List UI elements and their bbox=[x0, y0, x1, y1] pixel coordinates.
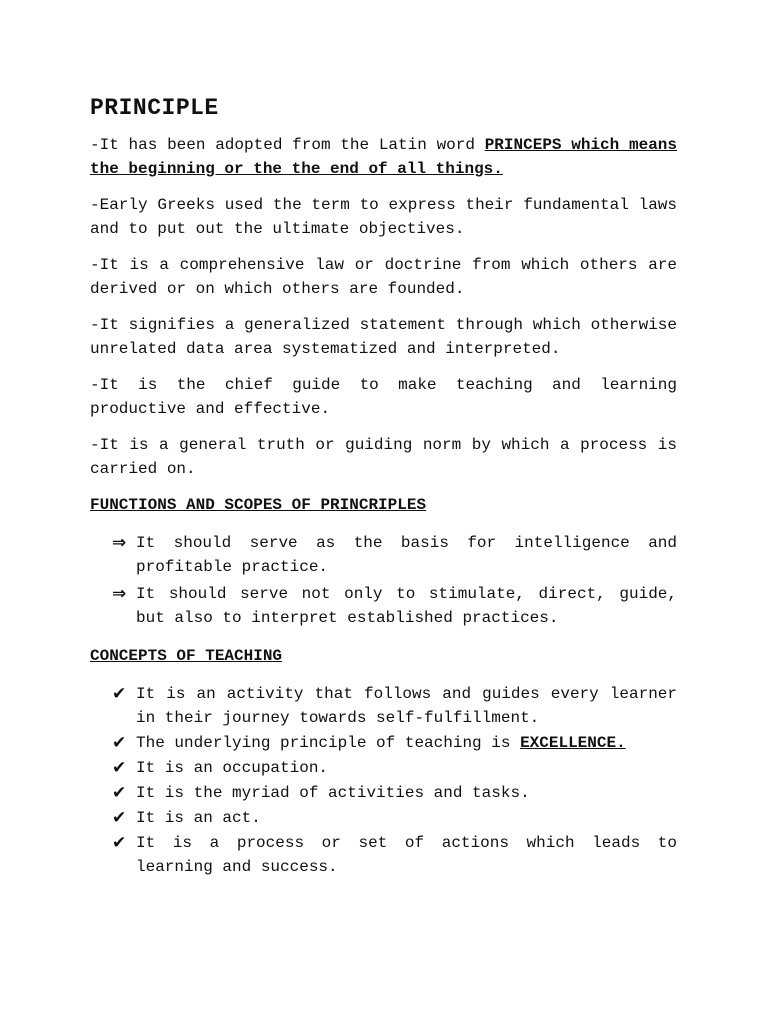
list-item-text: It is the myriad of activities and tasks. bbox=[136, 784, 530, 802]
list-item bbox=[90, 756, 677, 780]
list-item bbox=[90, 582, 677, 630]
list-item-text: It is an activity that follows and guides every learner in their journey towards self-fulfillment. bbox=[136, 685, 677, 727]
list-item-text: It is an occupation. bbox=[136, 759, 329, 777]
concepts-list bbox=[90, 682, 677, 879]
functions-heading: FUNCTIONS AND SCOPES OF PRINCRIPLES bbox=[90, 496, 427, 514]
checkmark-icon: ✔ bbox=[112, 833, 127, 853]
double-arrow-icon: ⇒ bbox=[112, 584, 127, 604]
definition-paragraph: -It signifies a generalized statement through which otherwise unrelated data area systematized and interpreted. bbox=[90, 316, 677, 358]
list-item-text: It is a process or set of actions which leads to learning and success. bbox=[136, 834, 677, 876]
list-item bbox=[90, 831, 677, 879]
functions-list bbox=[90, 531, 677, 630]
checkmark-icon: ✔ bbox=[112, 758, 127, 778]
list-item-text: It should serve not only to stimulate, direct, guide, but also to interpret established practices. bbox=[136, 585, 677, 627]
definition-paragraph: -It is a comprehensive law or doctrine from which others are derived or on which others are founded. bbox=[90, 256, 677, 298]
list-item bbox=[90, 682, 677, 730]
document-body bbox=[90, 93, 677, 880]
concepts-heading: CONCEPTS OF TEACHING bbox=[90, 647, 283, 665]
excellence-emphasis: EXCELLENCE. bbox=[520, 734, 626, 752]
double-arrow-icon: ⇒ bbox=[112, 533, 127, 553]
list-item-text: It should serve as the basis for intelligence and profitable practice. bbox=[136, 534, 677, 576]
list-item-text: It is an act. bbox=[136, 809, 261, 827]
definition-emphasis: PRINCEPS which means the beginning or the the end of all things. bbox=[90, 136, 677, 178]
checkmark-icon: ✔ bbox=[112, 808, 127, 828]
definition-text: -It has been adopted from the Latin word bbox=[90, 136, 485, 154]
list-item bbox=[90, 781, 677, 805]
definition-paragraph: -Early Greeks used the term to express their fundamental laws and to put out the ultimate objectives. bbox=[90, 196, 677, 238]
list-item bbox=[90, 731, 677, 755]
list-item bbox=[90, 806, 677, 830]
list-item bbox=[90, 531, 677, 579]
checkmark-icon: ✔ bbox=[112, 783, 127, 803]
definition-paragraph bbox=[90, 133, 677, 181]
definition-paragraph: -It is the chief guide to make teaching and learning productive and effective. bbox=[90, 376, 677, 418]
list-item-text: The underlying principle of teaching is bbox=[136, 734, 521, 752]
checkmark-icon: ✔ bbox=[112, 684, 127, 704]
page-title: PRINCIPLE bbox=[90, 95, 219, 121]
checkmark-icon: ✔ bbox=[112, 733, 127, 753]
definition-paragraph: -It is a general truth or guiding norm by which a process is carried on. bbox=[90, 436, 677, 478]
